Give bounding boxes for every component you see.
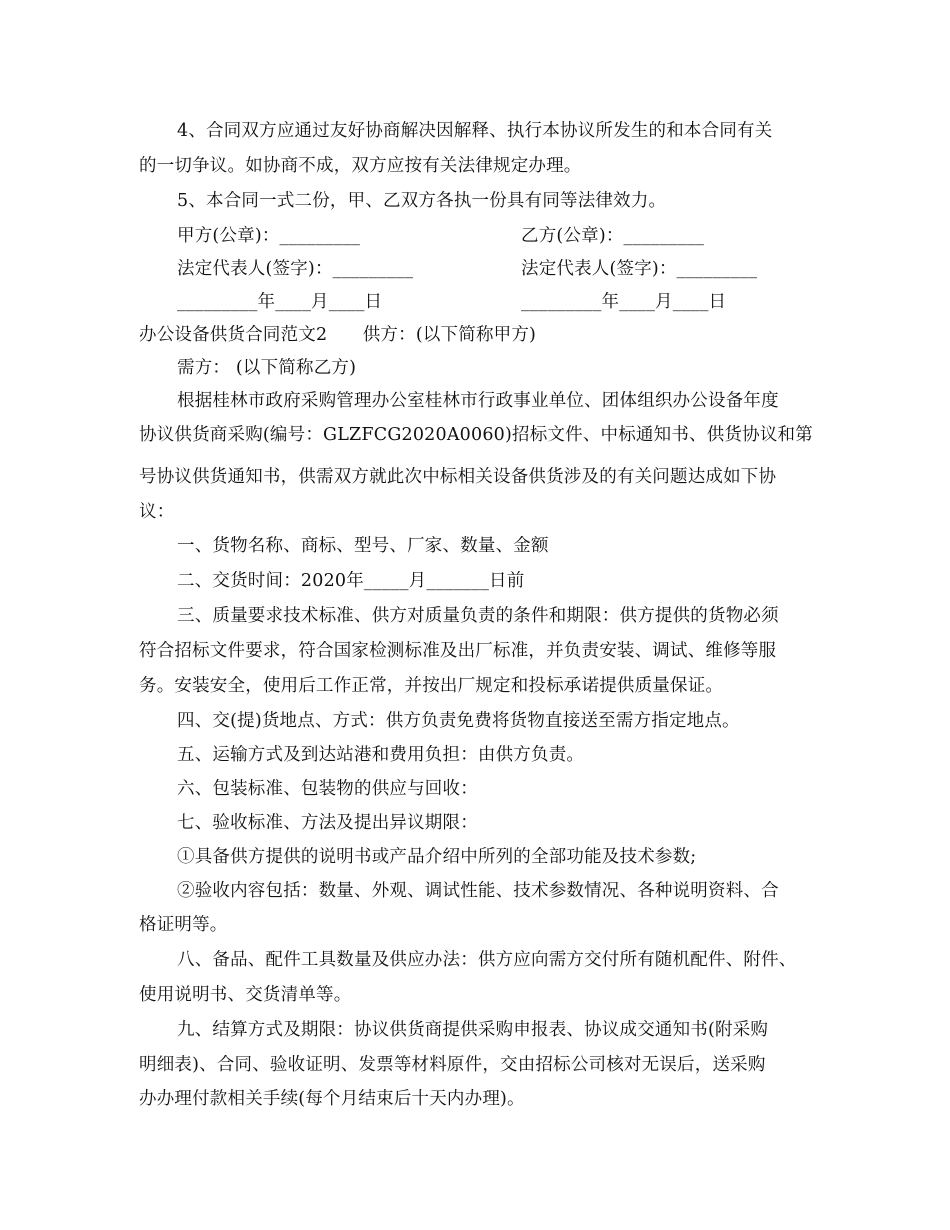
paragraph-line: 明细表)、合同、验收证明、发票等材料原件，交由招标公司核对无误后，送采购 [139,1055,766,1075]
paragraph-line: 5、本合同一式二份，甲、乙双方各执一份具有同等法律效力。 [177,191,667,211]
party-b-date: _________年____月____日 [521,292,727,312]
party-b-representative: 法定代表人(签字)：_________ [521,259,758,279]
party-b-seal: 乙方(公章)：_________ [521,226,705,246]
section-title: 办公设备供货合同范文2 供方：(以下简称甲方) [139,325,537,345]
paragraph-line: 九、结算方式及期限：协议供货商提供采购申报表、协议成交通知书(附采购 [177,1020,769,1040]
party-a-representative: 法定代表人(签字)：_________ [177,259,414,279]
paragraph-line: 议： [139,502,175,522]
paragraph-line: 八、备品、配件工具数量及供应办法：供方应向需方交付所有随机配件、附件、 [177,950,797,970]
paragraph-line: 六、包装标准、包装物的供应与回收： [177,779,478,799]
paragraph-line: 一、货物名称、商标、型号、厂家、数量、金额 [177,536,549,556]
paragraph-line: 格证明等。 [139,915,228,935]
paragraph-line: 三、质量要求技术标准、供方对质量负责的条件和期限：供方提供的货物必须 [177,606,779,626]
paragraph-line: 务。安装安全，使用后工作正常，并按出厂规定和投标承诺提供质量保证。 [139,676,724,696]
paragraph-line: 符合招标文件要求，符合国家检测标准及出厂标准，并负责安装、调试、维修等服 [139,641,777,661]
party-a-date: _________年____月____日 [177,292,383,312]
paragraph-line: 号协议供货通知书，供需双方就此次中标相关设备供货涉及的有关问题达成如下协 [139,467,777,487]
party-a-seal: 甲方(公章)：_________ [177,226,361,246]
paragraph-line: 需方： (以下简称乙方) [177,358,357,378]
paragraph-line: 四、交(提)货地点、方式：供方负责免费将货物直接送至需方指定地点。 [177,711,740,731]
paragraph-line: 的一切争议。如协商不成，双方应按有关法律规定办理。 [139,156,582,176]
paragraph-line: 办办理付款相关手续(每个月结束后十天内办理)。 [139,1089,525,1109]
paragraph-line: ①具备供方提供的说明书或产品介绍中所列的全部功能及技术参数; [177,847,697,867]
paragraph-line: 协议供货商采购(编号：GLZFCG2020A0060)招标文件、中标通知书、供货协议和第 [139,425,813,445]
paragraph-line: 二、交货时间：2020年_____月_______日前 [177,571,525,591]
paragraph-line: 七、验收标准、方法及提出异议期限： [177,813,478,833]
paragraph-line: 五、运输方式及到达站港和费用负担：由供方负责。 [177,745,585,765]
paragraph-line: 使用说明书、交货清单等。 [139,985,352,1005]
paragraph-line: ②验收内容包括：数量、外观、调试性能、技术参数情况、各种说明资料、合 [177,881,779,901]
paragraph-line: 根据桂林市政府采购管理办公室桂林市行政事业单位、团体组织办公设备年度 [177,391,779,411]
paragraph-line: 4、合同双方应通过友好协商解决因解释、执行本协议所发生的和本合同有关 [177,121,773,141]
